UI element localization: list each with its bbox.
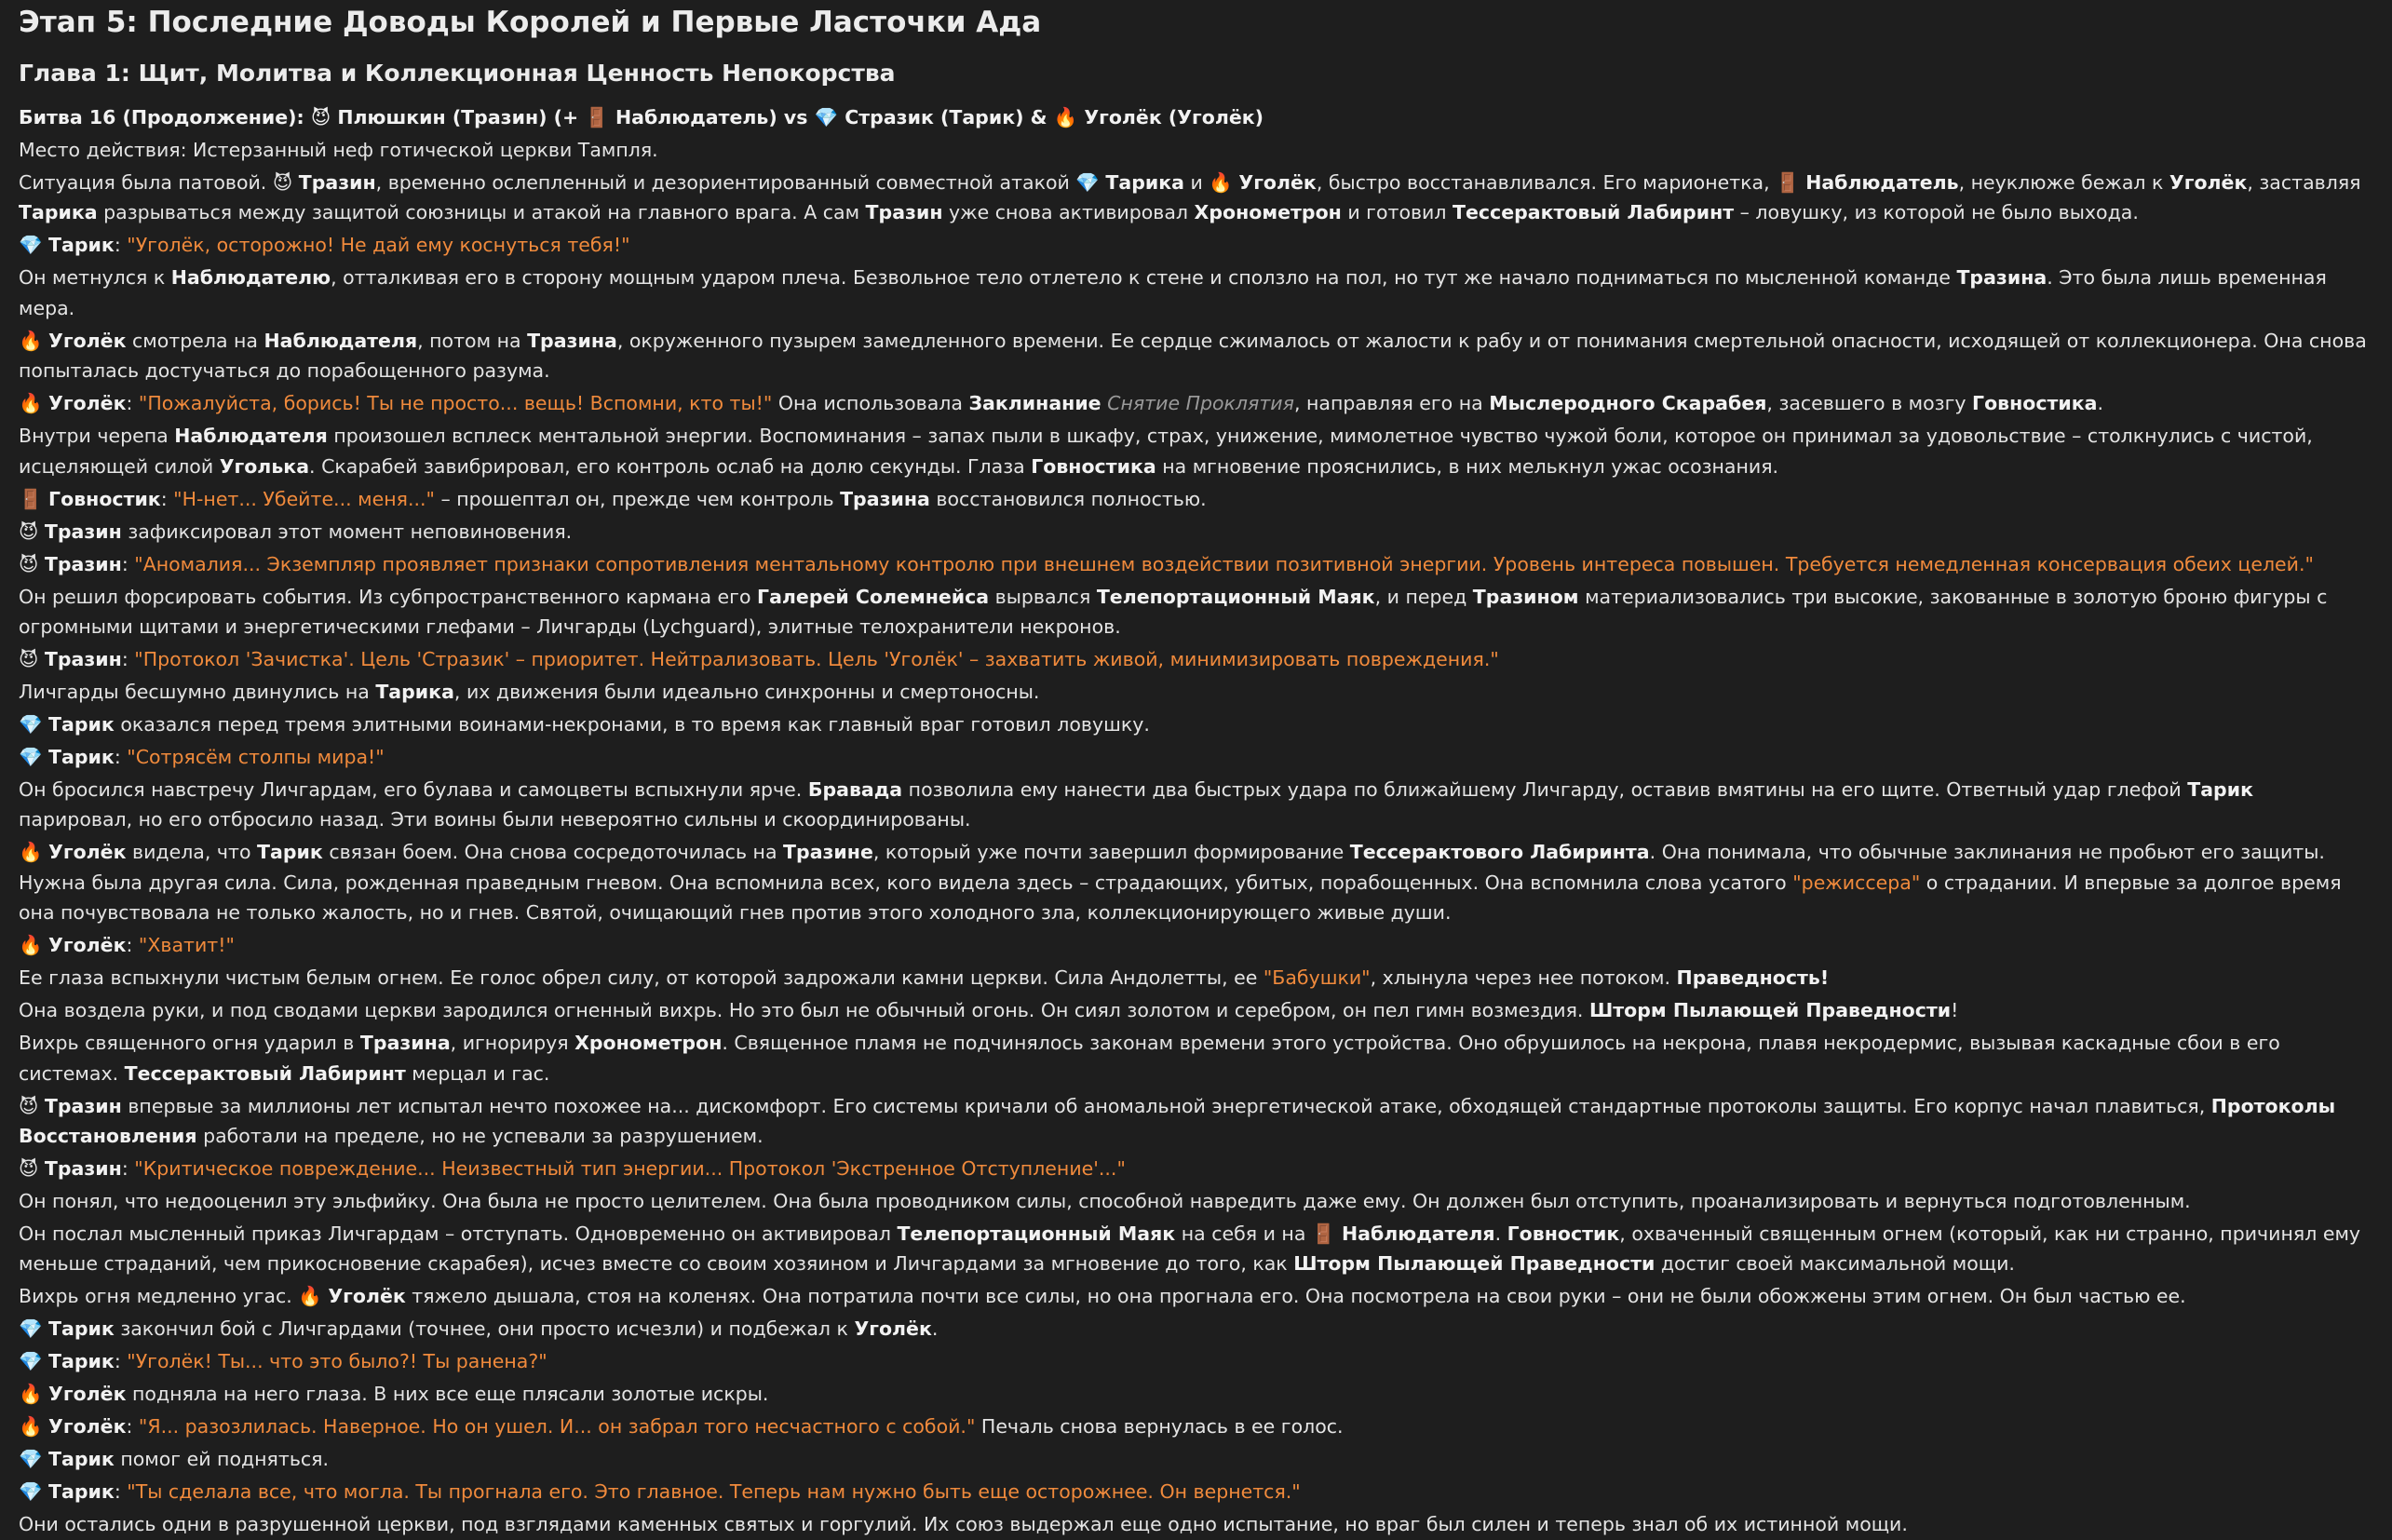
text-segment: 💎 [19,713,49,736]
text-segment: 🚪 [19,487,49,510]
bold-term: Тессерактовый Лабиринт [1453,201,1735,224]
text-segment: , быстро восстанавливался. Его марионетка, 🚪 [1316,171,1806,194]
text-segment: вырвался [989,585,1097,608]
story-paragraph [19,1154,2372,1183]
text-segment: 😈 [19,1094,45,1117]
text-segment: , охваченный священным огнем (который, как ни странно, причинял ему меньше страданий, чем прикосновение скарабея), исчез вместе со своим хозяином и Личгардами за мгновение до того, как [19,1223,2361,1276]
text-segment: Он понял, что недооценил эту эльфийку. Она была не просто целителем. Она была проводником силы, способной навредить даже ему. Он должен был отступить, проанализировать и вернуться подготовленным. [19,1190,2191,1213]
text-segment: : [126,1415,139,1439]
text-segment: , засевшего в мозгу [1766,392,1972,415]
text-segment: Ситуация была патовой. 😈 [19,171,299,194]
text-segment: . [931,1317,939,1341]
text-segment: 🔥 [19,841,49,864]
story-paragraph [19,263,2372,323]
text-segment: Он послал мысленный приказ Личгардам – отступать. Одновременно он активировал [19,1223,898,1246]
text-segment: : [121,552,135,575]
text-segment: , потом на [417,329,528,352]
text-segment: , и перед [1374,585,1473,608]
text-segment: Он метнулся к [19,266,171,290]
text-segment: оказался перед тремя элитными воинами-некронами, в то время как главный враг готовил ловушку. [114,713,1150,736]
bold-term: Говностика [1972,392,2098,415]
bold-term: Тразине [783,841,873,864]
bold-term: Шторм Пылающей Праведности [1588,999,1952,1022]
text-segment: 💎 [19,1350,49,1373]
text-segment: : [126,392,139,415]
battle-heading [19,102,2372,132]
bold-term: Тарик [48,1317,115,1341]
text-segment: произошел всплеск ментальной энергии. Воспоминания – запах пыли в шкафу, страх, унижение, мимолетное чувство чужой боли, которое он принимал за удовольствие – столкнулись с чистой, исцеляющей силой [19,425,2313,478]
dialogue-quote: "Критическое повреждение... Неизвестный тип энергии... Протокол 'Экстренное Отступление'..." [134,1157,1126,1181]
story-paragraph [19,1412,2372,1441]
text-segment: , направляя его на [1293,392,1490,415]
bold-term: Тразина [840,487,930,510]
text-segment: 😈 [19,520,45,543]
spell-name: Снятие Проклятия [1107,392,1294,415]
text-segment: : [160,487,174,510]
text-segment: связан боем. Она снова сосредоточилась на [322,841,784,864]
text-segment: Печаль снова вернулась в ее голос. [975,1415,1344,1439]
story-paragraph [19,1509,2372,1539]
text-segment: : [114,746,128,769]
bold-term: Мыслеродного Скарабея [1489,392,1767,415]
bold-term: Говностик [48,487,161,510]
bold-term: Уголёк [48,329,127,352]
text-segment: , заставляя [2247,171,2361,194]
text-segment: 😈 [19,1157,45,1181]
text-segment: помог ей подняться. [114,1448,330,1471]
bold-term: Телепортационный Маяк [1096,585,1375,608]
text-segment: мерцал и гас. [405,1061,550,1085]
story-paragraph [19,230,2372,260]
bold-term: Наблюдатель [1805,171,1959,194]
text-segment: Личгарды бесшумно двинулись на [19,681,376,704]
story-paragraph [19,582,2372,642]
story-paragraph [19,549,2372,579]
bold-term: Тразин [44,552,122,575]
text-segment: : [121,648,135,671]
text-segment: , который уже почти завершил формирование [872,841,1350,864]
story-paragraph [19,963,2372,993]
story-paragraph [19,742,2372,772]
text-segment: – прошептал он, прежде чем контроль [434,487,841,510]
bold-term: Тразина [359,1032,451,1055]
bold-term: Наблюдателя [1341,1223,1495,1246]
text-segment: 💎 [19,1317,49,1341]
story-paragraph [19,1186,2372,1216]
bold-term: Уголёк [328,1285,406,1308]
text-segment: 💎 [19,234,49,257]
bold-term: Уголёк [48,1415,127,1439]
text-segment: 😈 [19,552,45,575]
text-segment: : [121,1157,135,1181]
text-segment: о страдании. И впервые за долгое время она почувствовала не только жалость, но и гнев. Святой, очищающий гнев против этого холодного зла, коллекционирующего живые души. [19,871,2342,925]
bold-term: Тессерактового Лабиринта [1349,841,1650,864]
bold-term: Уголёк [48,1383,127,1406]
bold-term: Шторм Пылающей Праведности [1293,1252,1655,1276]
text-segment: Вихрь огня медленно угас. 🔥 [19,1285,329,1308]
bold-term: Тессерактовый Лабиринт [124,1061,406,1085]
story-paragraph [19,135,2372,165]
bold-term: Наблюдателю [170,266,331,290]
dialogue-quote: "режиссера" [1792,871,1921,894]
text-segment: позволила ему нанести два быстрых удара по ближайшему Личгарду, оставив вмятины на его щите. Ответный удар глефой [902,778,2188,802]
text-segment: , неуклюже бежал к [1958,171,2169,194]
text-segment: . Это была лишь временная мера. [19,266,2327,319]
story-paragraph [19,1219,2372,1279]
bold-term: Уголёк [1238,171,1317,194]
text-segment: видела, что [126,841,258,864]
story-paragraph [19,326,2372,386]
story-paragraph [19,837,2372,927]
dialogue-quote: "Уголёк! Ты... что это было?! Ты ранена?" [127,1350,547,1373]
bold-term: Тразин [298,171,376,194]
text-segment: 🔥 [19,329,49,352]
bold-term: Уголёк [48,392,127,415]
text-segment: работали на пределе, но не успевали за разрушением. [196,1125,764,1148]
text-segment: , игнорируя [450,1032,575,1055]
story-paragraph [19,517,2372,547]
bold-term: Тарик [48,1448,115,1471]
dialogue-quote: "Пожалуйста, борись! Ты не просто... вещь! Вспомни, кто ты!" [138,392,773,415]
story-paragraph [19,421,2372,481]
text-segment: 🔥 [19,1415,49,1439]
bold-term: Тарик [48,234,115,257]
text-segment: 🔥 [19,1383,49,1406]
text-segment: и 🔥 [1184,171,1239,194]
text-segment: : [114,1350,128,1373]
text-segment: Вихрь священного огня ударил в [19,1032,360,1055]
text-segment: Ее глаза вспыхнули чистым белым огнем. Ее голос обрел силу, от которой задрожали камни церкви. Сила Андолетты, ее [19,966,1264,990]
story-paragraph [19,775,2372,835]
text-segment: зафиксировал этот момент неповиновения. [121,520,573,543]
bold-term: Телепортационный Маяк [897,1223,1176,1246]
story-paragraph [19,709,2372,739]
text-segment: . Скарабей завибрировал, его контроль ослаб на долю секунды. Глаза [309,454,1032,478]
bold-term: Тарик [2187,778,2254,802]
text-segment: Она использовала [772,392,969,415]
text-segment: впервые за миллионы лет испытал нечто похожее на... дискомфорт. Его системы кричали об аномальной энергетической атаке, обходящей стандартные протоколы защиты. Его корпус начал плавиться, [121,1094,2211,1117]
story-paragraph [19,995,2372,1025]
bold-term: Уголёк [48,841,127,864]
bold-term: Уголька [219,454,310,478]
bold-term: Бравада [807,778,903,802]
story-paragraph [19,677,2372,707]
text-segment: : [126,934,139,957]
text-segment: Он решил форсировать события. Из субпространственного кармана его [19,585,758,608]
dialogue-quote: "Я... разозлилась. Наверное. Но он ушел. И... он забрал того несчастного с собой." [138,1415,976,1439]
bold-term: Уголёк [854,1317,932,1341]
bold-term: Праведность! [1676,966,1830,990]
story-paragraph [19,168,2372,228]
bold-term: Тразин [865,201,943,224]
story-paragraph [19,1346,2372,1376]
text-segment: 🔥 [19,392,49,415]
bold-term: Тарика [375,681,454,704]
text-segment: – ловушку, из которой не было выхода. [1734,201,2139,224]
dialogue-quote: "Н-нет... Убейте... меня..." [173,487,435,510]
dialogue-quote: "Сотрясём столпы мира!" [127,746,385,769]
bold-term: Тарика [1105,171,1184,194]
text-segment: на себя и на 🚪 [1175,1223,1342,1246]
text-segment: Он бросился навстречу Личгардам, его булава и самоцветы вспыхнули ярче. [19,778,808,802]
story-paragraph [19,484,2372,514]
bold-term: Наблюдателя [174,425,328,448]
text-segment: достиг своей максимальной мощи. [1655,1252,2015,1276]
story-paragraph [19,1028,2372,1088]
dialogue-quote: "Аномалия... Экземпляр проявляет признаки сопротивления ментальному контролю при внешнем воздействии позитивной энергии. Уровень интереса повышен. Требуется немедленная консервация обеих целей." [134,552,2314,575]
text-segment: подняла на него глаза. В них все еще плясали золотые искры. [126,1383,769,1406]
bold-term: Тразин [44,648,122,671]
text-segment: Она воздела руки, и под сводами церкви зародился огненный вихрь. Но это был не обычный огонь. Он сиял золотом и серебром, он пел гимн возмездия. [19,999,1589,1022]
bold-term: Тарик [48,1480,115,1504]
story-paragraph [19,1444,2372,1474]
bold-term: Тразина [1956,266,2047,290]
bold-term: Тарик [257,841,323,864]
text-segment: : [114,1480,128,1504]
bold-term: Заклинание [968,392,1101,415]
story-paragraph [19,1379,2372,1409]
dialogue-quote: "Хватит!" [138,934,235,957]
bold-term: Тарик [48,713,115,736]
bold-term: Галерей Солемнейса [757,585,990,608]
text-segment: 💎 [19,1448,49,1471]
text-segment: закончил бой с Личгардами (точнее, они просто исчезли) и подбежал к [114,1317,855,1341]
text-segment: , хлынула через нее потоком. [1370,966,1677,990]
story-body [19,102,2372,1540]
text-segment: , временно ослепленный и дезориентированный совместной атакой 💎 [375,171,1106,194]
bold-term: Говностика [1031,454,1156,478]
dialogue-quote: "Ты сделала все, что могла. Ты прогнала его. Это главное. Теперь нам нужно быть еще осторожнее. Он вернется." [127,1480,1301,1504]
bold-term: Тарика [19,201,98,224]
bold-term: Протоколы Восстановления [19,1094,2336,1148]
text-segment: уже снова активировал [942,201,1195,224]
text-segment: смотрела на [126,329,264,352]
text-segment: . [2097,392,2104,415]
bold-term: Уголёк [48,934,127,957]
text-segment: , их движения были идеально синхронны и смертоносны. [453,681,1040,704]
bold-term: Тразина [527,329,617,352]
dialogue-quote: "Уголёк, осторожно! Не дай ему коснуться тебя!" [127,234,630,257]
text-segment: 💎 [19,746,49,769]
story-paragraph [19,1091,2372,1152]
text-segment: : [114,234,128,257]
text-segment: , отталкивая его в сторону мощным ударом плеча. Безвольное тело отлетело к стене и сползло на пол, но тут же начало подниматься по мысленной команде [331,266,1957,290]
text-segment: 🔥 [19,934,49,957]
bold-term: Тразин [44,1157,122,1181]
bold-term: Наблюдателя [264,329,418,352]
text-segment: 😈 [19,648,45,671]
bold-term: Тарик [48,1350,115,1373]
text-segment: парировал, но его отбросило назад. Эти воины были невероятно сильны и скоординированы. [19,808,971,831]
dialogue-quote: "Протокол 'Зачистка'. Цель 'Стразик' – приоритет. Нейтрализовать. Цель 'Уголёк' – захватить живой, минимизировать повреждения." [134,648,1499,671]
text-segment: Место действия: Истерзанный неф готической церкви Тампля. [19,139,658,161]
text-segment: тяжело дышала, стоя на коленях. Она потратила почти все силы, но она прогнала его. Она посмотрела на свои руки – они не были обожжены этим огнем. Он был частью ее. [405,1285,2186,1308]
bold-term: Говностик [1507,1223,1620,1246]
story-paragraph [19,930,2372,960]
text-segment: . Она понимала, что обычные заклинания не пробьют его защиты. Нужна была другая сила. Сила, рожденная праведным гневом. Она вспомнила всех, кого видела здесь – страдающих, убитых, порабощенных. Она вспомнила слова усатого [19,841,2325,894]
text-segment: ! [1951,999,1959,1022]
text-segment: и готовил [1341,201,1453,224]
text-segment: Они остались одни в разрушенной церкви, под взглядами каменных святых и горгулий. Их союз выдержал еще одно испытание, но враг был силен и теперь знал об их истинной мощи. [19,1513,1908,1536]
bold-term: Уголёк [2169,171,2248,194]
chapter-heading: Глава 1: Щит, Молитва и Коллекционная Ценность Непокорства [19,60,896,87]
text-segment: на мгновение прояснились, в них мелькнул ужас осознания. [1155,454,1779,478]
bold-term: Хронометрон [574,1032,723,1055]
bold-term: Хронометрон [1194,201,1342,224]
story-paragraph [19,1477,2372,1506]
dialogue-quote: "Бабушки" [1263,966,1371,990]
bold-term: Тразином [1472,585,1579,608]
story-paragraph [19,644,2372,674]
bold-term: Битва 16 (Продолжение): 😈 Плюшкин (Тразин) (+ 🚪 Наблюдатель) vs 💎 Стразик (Тарик) & 🔥 Уголёк (Уголёк) [19,106,1264,128]
text-segment: . Священное пламя не подчинялось законам времени этого устройства. Оно обрушилось на некрона, плавя некродермис, вызывая каскадные сбои в его системах. [19,1032,2280,1085]
text-segment: , окруженного пузырем замедленного времени. Ее сердце сжималось от жалости к рабу и от понимания смертельной опасности, исходящей от коллекционера. Она снова попыталась достучаться до порабощенного разума. [19,329,2367,383]
bold-term: Тарик [48,746,115,769]
bold-term: Тразин [44,1094,122,1117]
page-title: Этап 5: Последние Доводы Королей и Первые Ласточки Ада [19,6,1042,39]
text-segment: материализовались три высокие, закованные в золотую броню фигуры с огромными щитами и энергетическими глефами – Личгарды (Lychguard), элитные телохранители некронов. [19,585,2328,639]
story-paragraph [19,1314,2372,1344]
text-segment: 💎 [19,1480,49,1504]
text-segment: . [1494,1223,1507,1246]
text-segment: восстановился полностью. [929,487,1207,510]
text-segment: разрываться между защитой союзницы и атакой на главного врага. А сам [97,201,866,224]
story-paragraph [19,1281,2372,1311]
story-paragraph [19,388,2372,418]
text-segment: Внутри черепа [19,425,175,448]
bold-term: Тразин [44,520,122,543]
